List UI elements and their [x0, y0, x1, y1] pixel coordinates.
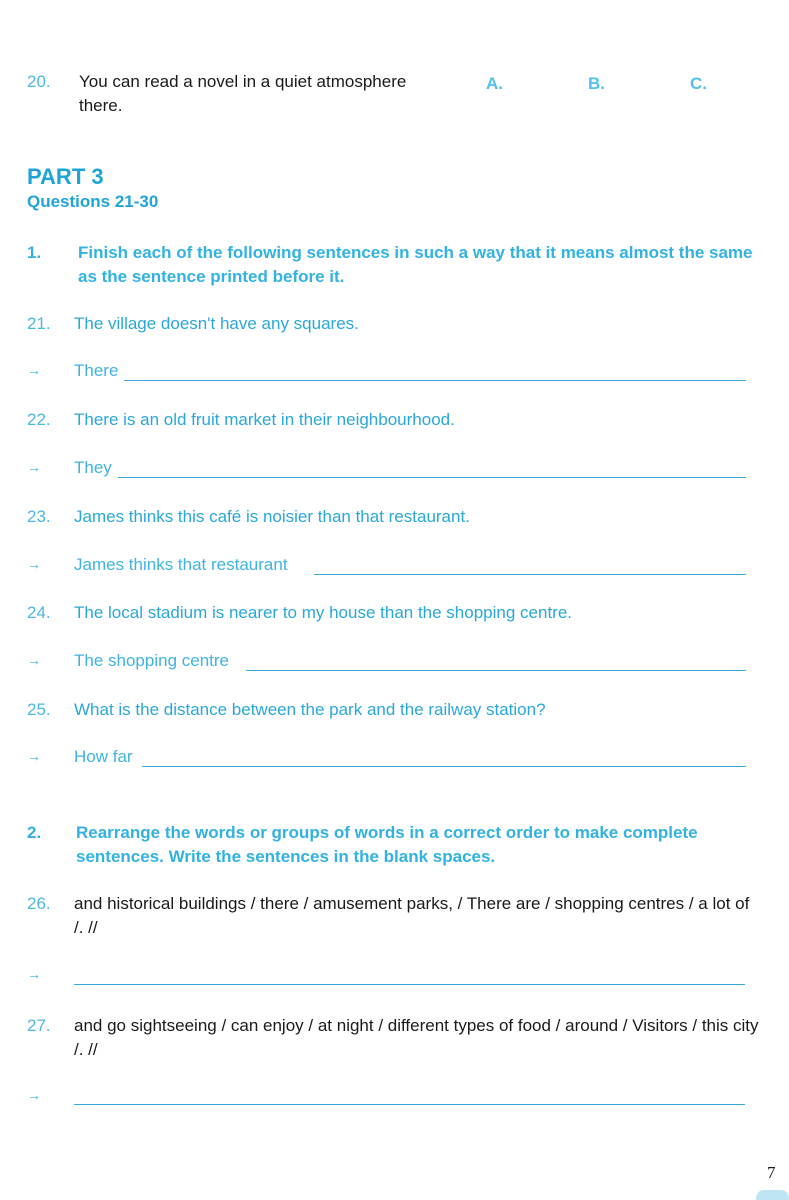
- page-tab: [756, 1190, 789, 1200]
- answer-line-23[interactable]: [314, 574, 746, 575]
- answer-prompt-23: James thinks that restaurant: [74, 555, 288, 574]
- item-number-24: 24.: [27, 603, 51, 622]
- arrow-icon: →: [27, 556, 41, 572]
- item-number-21: 21.: [27, 314, 51, 333]
- answer-line-22[interactable]: [118, 477, 746, 478]
- part-title: PART 3: [27, 164, 104, 189]
- item-number-23: 23.: [27, 507, 51, 526]
- arrow-icon: →: [27, 748, 41, 764]
- answer-line-25[interactable]: [142, 766, 746, 767]
- question-text-20: You can read a novel in a quiet atmosphere there.: [79, 72, 407, 115]
- answer-prompt-25: How far: [74, 747, 133, 766]
- answer-prompt-24: The shopping centre: [74, 651, 229, 670]
- question-number-20: 20.: [27, 72, 51, 91]
- item-number-27: 27.: [27, 1016, 51, 1035]
- arrow-icon: →: [27, 652, 41, 668]
- option-b[interactable]: B.: [588, 74, 605, 93]
- section-2-number: 2.: [27, 823, 42, 842]
- item-number-22: 22.: [27, 410, 51, 429]
- item-number-26: 26.: [27, 894, 51, 913]
- item-number-25: 25.: [27, 700, 51, 719]
- arrow-icon: →: [27, 362, 41, 378]
- section-1-number: 1.: [27, 243, 42, 262]
- item-sentence-22: There is an old fruit market in their neighbourhood.: [74, 410, 455, 429]
- answer-line-21[interactable]: [124, 380, 746, 381]
- part-subtitle: Questions 21-30: [27, 192, 159, 211]
- section-1-instruction: Finish each of the following sentences in such a way that it means almost the same as the sentence printed before it.: [78, 243, 753, 286]
- arrow-icon: →: [27, 966, 41, 982]
- answer-prompt-22: They: [74, 458, 112, 477]
- answer-line-24[interactable]: [246, 670, 746, 671]
- item-text-27: and go sightseeing / can enjoy / at night / different types of food / around / Visitors / this city /. //: [74, 1016, 759, 1059]
- answer-line-26[interactable]: [74, 984, 745, 985]
- arrow-icon: →: [27, 1087, 41, 1103]
- item-sentence-23: James thinks this café is noisier than that restaurant.: [74, 507, 470, 526]
- page-number: 7: [767, 1163, 776, 1182]
- item-sentence-24: The local stadium is nearer to my house than the shopping centre.: [74, 603, 573, 622]
- arrow-icon: →: [27, 459, 41, 475]
- item-sentence-25: What is the distance between the park and the railway station?: [74, 700, 546, 719]
- answer-prompt-21: There: [74, 361, 119, 380]
- option-c[interactable]: C.: [690, 74, 707, 93]
- item-text-26: and historical buildings / there / amusement parks, / There are / shopping centres / a lot of /. //: [74, 894, 750, 937]
- item-sentence-21: The village doesn't have any squares.: [74, 314, 359, 333]
- section-2-instruction: Rearrange the words or groups of words in a correct order to make complete sentences. Write the sentences in the blank spaces.: [76, 823, 698, 866]
- answer-line-27[interactable]: [74, 1104, 745, 1105]
- option-a[interactable]: A.: [486, 74, 503, 93]
